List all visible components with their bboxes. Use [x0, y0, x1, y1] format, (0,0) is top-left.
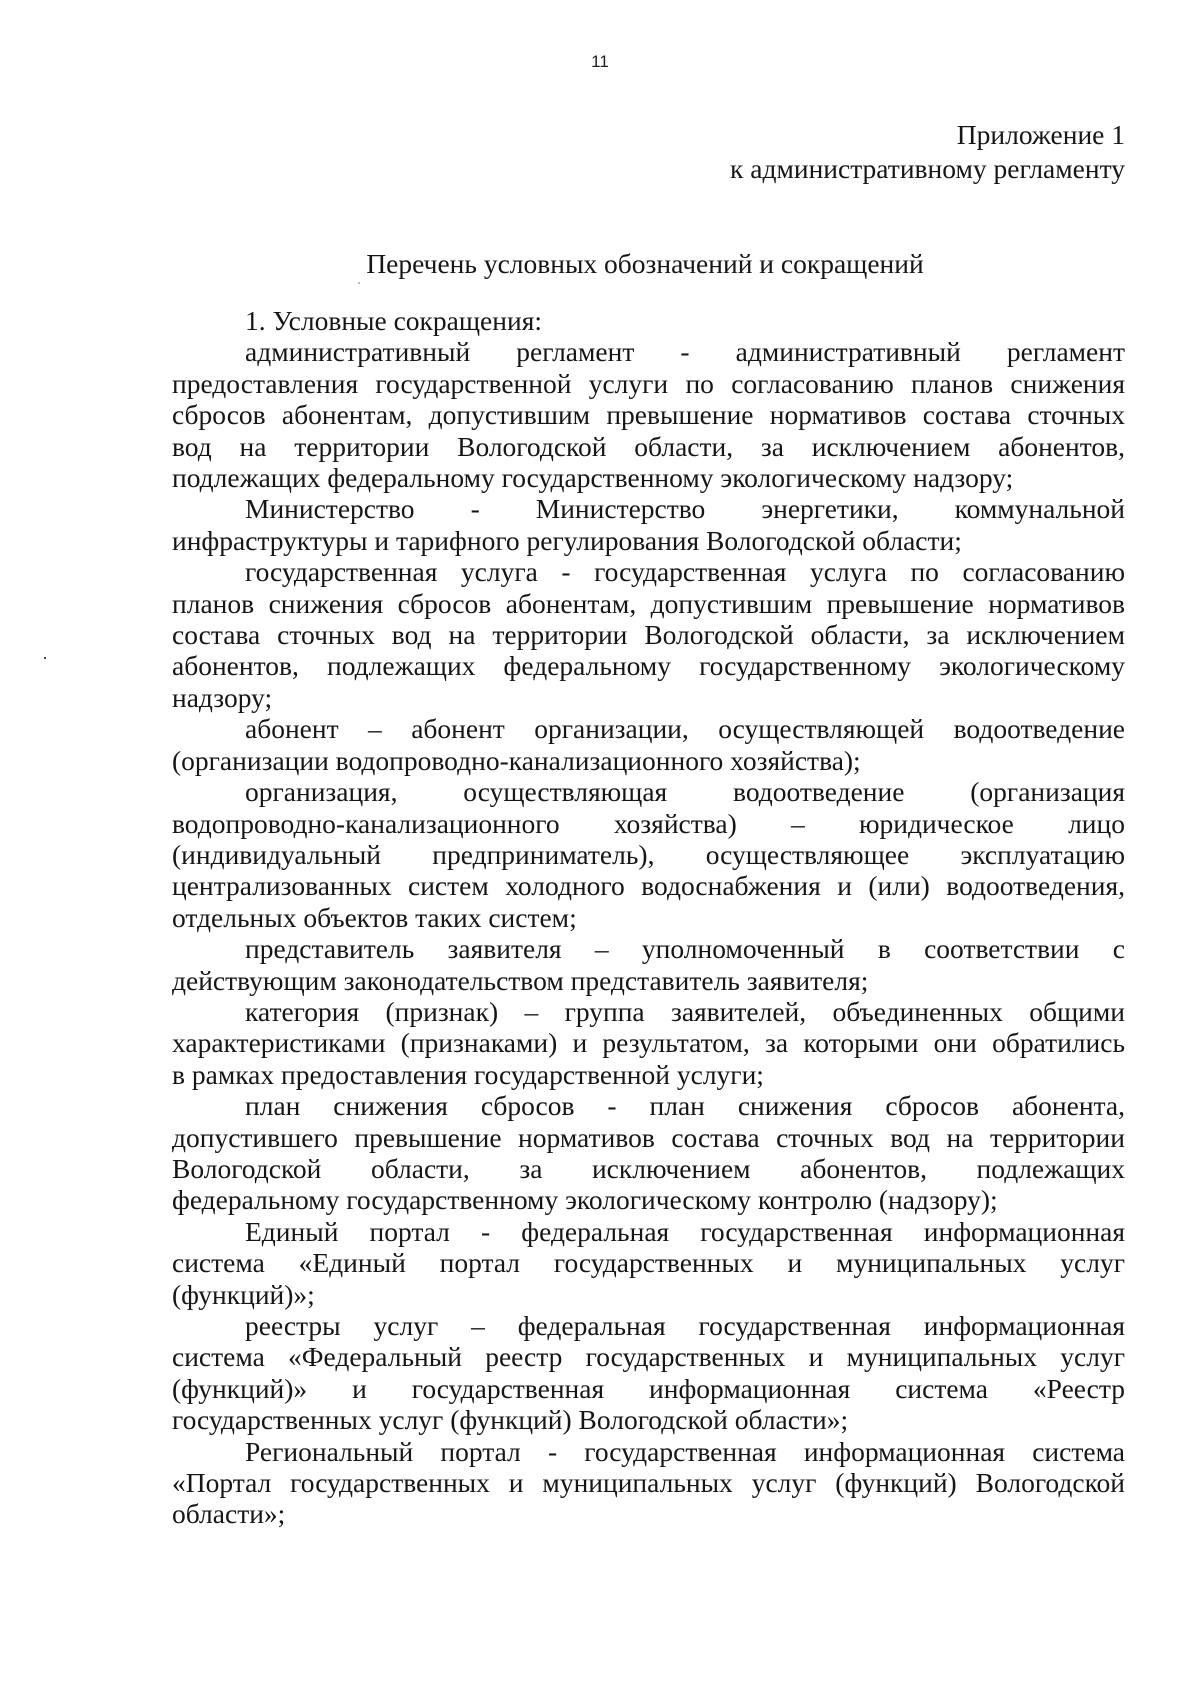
section-heading: 1. Условные сокращения: — [245, 305, 542, 336]
appendix-header — [730, 118, 1125, 186]
definition-line: Вологодской области, за исключением абонентов, подлежащих — [172, 1152, 1125, 1184]
definition-line: области»; — [172, 1498, 286, 1530]
definition-line: состава сточных вод на территории Вологодской области, за исключением — [172, 619, 1125, 651]
definition-line: Единый портал - федеральная государственная информационная — [245, 1215, 1125, 1247]
appendix-title: Приложение 1 — [956, 119, 1125, 150]
appendix-subtitle: к административному регламенту — [730, 153, 1125, 184]
definition-line: организация, осуществляющая водоотведение (организация — [245, 776, 1125, 808]
definition-line: действующим законодательством представитель заявителя; — [172, 964, 869, 996]
document-body — [172, 305, 1125, 1530]
definition-line: абонент – абонент организации, осуществляющей водоотведение — [245, 713, 1125, 745]
definition-line: планов снижения сбросов абонентам, допустившим превышение нормативов — [172, 587, 1125, 619]
definitions-list — [172, 336, 1125, 1529]
definition-line: инфраструктуры и тарифного регулирования Вологодской области; — [172, 524, 962, 556]
definition-entry — [172, 336, 1125, 493]
definition-entry — [172, 996, 1125, 1090]
definition-entry — [172, 713, 1125, 776]
definition-entry — [172, 493, 1125, 556]
scan-mark — [44, 657, 46, 659]
definition-line: (индивидуальный предприниматель), осуществляющее эксплуатацию — [172, 838, 1125, 870]
definition-line: Министерство - Министерство энергетики, коммунальной — [245, 493, 1125, 525]
definition-line: абонентов, подлежащих федеральному государственному экологическому — [172, 650, 1125, 682]
definition-line: государственных услуг (функций) Вологодской области»; — [172, 1404, 849, 1436]
list-title: Перечень условных обозначений и сокращений — [366, 248, 924, 279]
definition-line: федеральному государственному экологическому контролю (надзору); — [172, 1184, 998, 1216]
definition-entry — [172, 1090, 1125, 1216]
definition-entry — [172, 933, 1125, 996]
definition-line: (организации водопроводно-канализационного хозяйства); — [172, 744, 861, 776]
definition-line: Региональный портал - государственная информационная система — [245, 1435, 1125, 1467]
definition-line: предоставления государственной услуги по согласованию планов снижения — [172, 367, 1125, 399]
definition-line: централизованных систем холодного водоснабжения и (или) водоотведения, — [172, 870, 1125, 902]
definition-line: (функций)»; — [172, 1278, 315, 1310]
definition-line: допустившего превышение нормативов состава сточных вод на территории — [172, 1121, 1125, 1153]
definition-line: характеристиками (признаками) и результатом, за которыми они обратились — [172, 1027, 1125, 1059]
scan-mark — [358, 282, 360, 284]
definition-entry — [172, 556, 1125, 713]
definition-line: государственная услуга - государственная услуга по согласованию — [245, 556, 1125, 588]
definition-line: сбросов абонентам, допустившим превышение нормативов состава сточных — [172, 399, 1125, 431]
definition-line: водопроводно-канализационного хозяйства) – юридическое лицо — [172, 807, 1125, 839]
definition-entry — [172, 1310, 1125, 1436]
definition-line: система «Единый портал государственных и муниципальных услуг — [172, 1247, 1125, 1279]
definition-line: реестры услуг – федеральная государственная информационная — [245, 1310, 1125, 1341]
definition-line: в рамках предоставления государственной услуги; — [172, 1058, 764, 1090]
definition-line: надзору; — [172, 681, 273, 713]
definition-line: представитель заявителя – уполномоченный в соответствии с — [245, 933, 1125, 965]
definition-line: административный регламент - административный регламент — [245, 336, 1125, 368]
page-number: 11 — [591, 52, 609, 71]
definition-line: категория (признак) – группа заявителей, объединенных общими — [245, 995, 1125, 1027]
definition-line: (функций)» и государственная информационная система «Реестр — [172, 1372, 1125, 1404]
definition-line: подлежащих федеральному государственному экологическому надзору; — [172, 462, 1014, 494]
definition-entry — [172, 1216, 1125, 1310]
definition-line: «Портал государственных и муниципальных услуг (функций) Вологодской — [172, 1467, 1125, 1499]
definition-line: система «Федеральный реестр государственных и муниципальных услуг — [172, 1341, 1125, 1373]
definition-entry — [172, 1436, 1125, 1530]
definition-line: отдельных объектов таких систем; — [172, 901, 577, 933]
definition-line: вод на территории Вологодской области, за исключением абонентов, — [172, 430, 1125, 462]
definition-line: план снижения сбросов - план снижения сбросов абонента, — [245, 1090, 1125, 1122]
definition-entry — [172, 776, 1125, 933]
